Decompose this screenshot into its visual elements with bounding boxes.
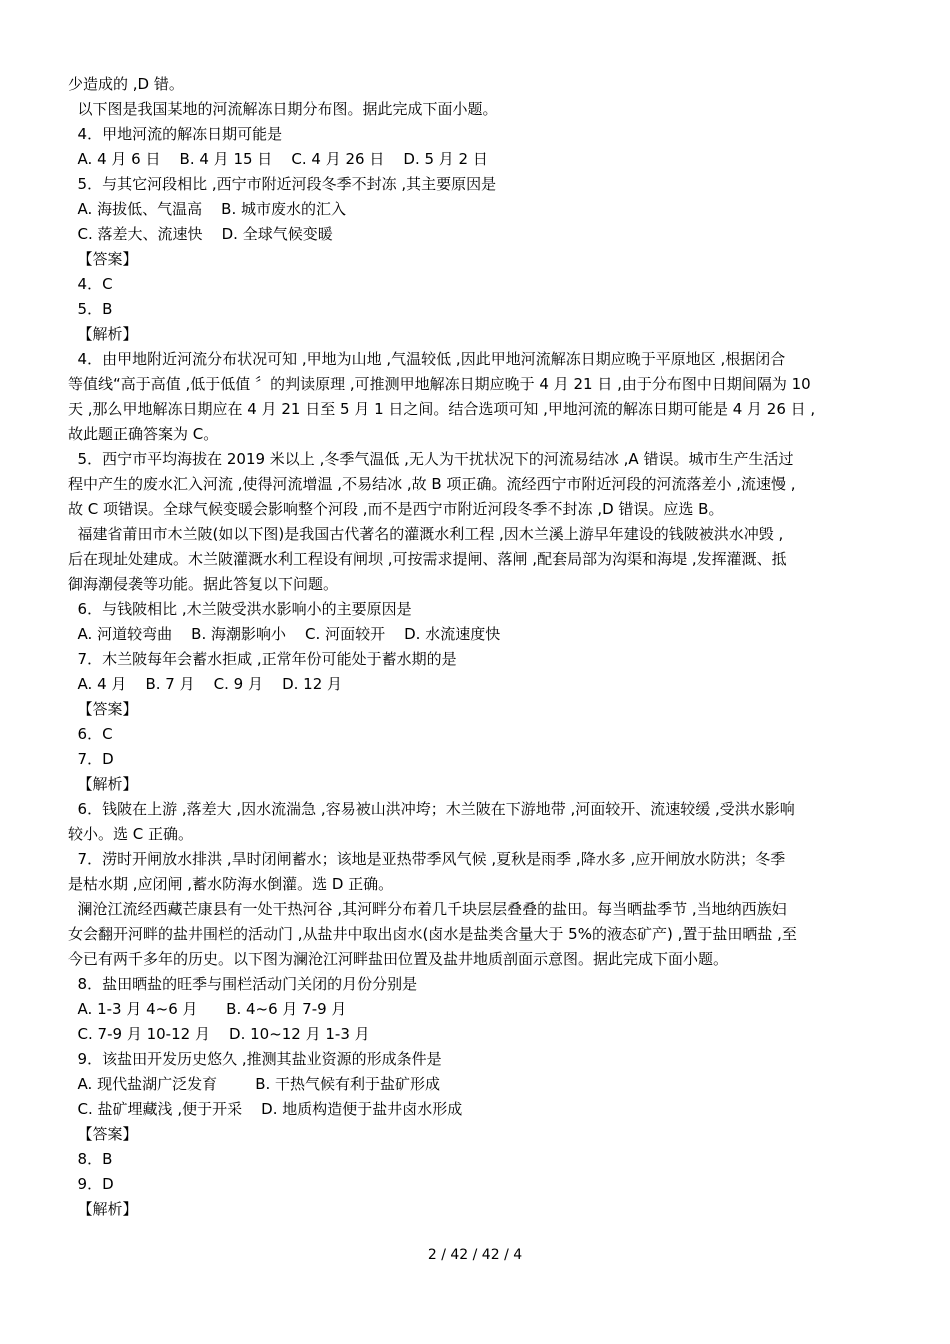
text-line: C. 落差大、流速快 D. 全球气候变暖 bbox=[68, 225, 333, 243]
text-line: 澜沧江流经西藏芒康县有一处干热河谷 ,其河畔分布着几千块层层叠叠的盐田。每当晒盐季节 ,当地纳西族妇 bbox=[68, 900, 787, 918]
text-line: 【答案】 bbox=[68, 250, 138, 268]
text-line: C. 盐矿埋藏浅 ,便于开采 D. 地质构造便于盐井卤水形成 bbox=[68, 1100, 463, 1118]
text-line: 5．B bbox=[68, 300, 113, 318]
text-line: 程中产生的废水汇入河流 ,使得河流增温 ,不易结冰 ,故 B 项正确。流经西宁市附近河段的河流落差小 ,流速慢 , bbox=[68, 475, 796, 493]
text-line: 7．涝时开闸放水排洪 ,旱时闭闸蓄水；该地是亚热带季风气候 ,夏秋是雨季 ,降水多 ,应开闸放水防洪；冬季 bbox=[68, 850, 786, 868]
text-line: 女会翻开河畔的盐井围栏的活动门 ,从盐井中取出卤水(卤水是盐类含量大于 5%的液态矿产) ,置于盐田晒盐 ,至 bbox=[68, 925, 797, 943]
text-line: 5．与其它河段相比 ,西宁市附近河段冬季不封冻 ,其主要原因是 bbox=[68, 175, 497, 193]
text-line: 【答案】 bbox=[68, 1125, 138, 1143]
text-line: 9．该盐田开发历史悠久 ,推测其盐业资源的形成条件是 bbox=[68, 1050, 442, 1068]
text-line: 故 C 项错误。全球气候变暖会影响整个河段 ,而不是西宁市附近河段冬季不封冻 ,D 错误。应选 B。 bbox=[68, 500, 724, 518]
text-line: 【解析】 bbox=[68, 775, 138, 793]
text-line: A. 4 月 B. 7 月 C. 9 月 D. 12 月 bbox=[68, 675, 343, 693]
text-line: A. 海拔低、气温高 B. 城市废水的汇入 bbox=[68, 200, 346, 218]
text-line: 6．与钱陂相比 ,木兰陂受洪水影响小的主要原因是 bbox=[68, 600, 412, 618]
text-line: 6．钱陂在上游 ,落差大 ,因水流湍急 ,容易被山洪冲垮；木兰陂在下游地带 ,河面较开、流速较缓 ,受洪水影响 bbox=[68, 800, 795, 818]
text-line: 8．B bbox=[68, 1150, 113, 1168]
text-line: 故此题正确答案为 C。 bbox=[68, 425, 219, 443]
page-footer: 2 / 42 / 42 / 4 bbox=[427, 1247, 523, 1263]
text-line: 今已有两千多年的历史。以下图为澜沧江河畔盐田位置及盐井地质剖面示意图。据此完成下面小题。 bbox=[68, 950, 729, 968]
text-line: 【答案】 bbox=[68, 700, 138, 718]
text-line: 6．C bbox=[68, 725, 113, 743]
text-line: C. 7-9 月 10-12 月 D. 10~12 月 1-3 月 bbox=[68, 1025, 370, 1043]
text-line: A. 1-3 月 4~6 月 B. 4~6 月 7-9 月 bbox=[68, 1000, 347, 1018]
text-line: A. 河道较弯曲 B. 海潮影响小 C. 河面较开 D. 水流速度快 bbox=[68, 625, 501, 643]
text-line: 少造成的 ,D 错。 bbox=[68, 75, 184, 93]
document-body bbox=[68, 72, 886, 1222]
text-line: 天 ,那么甲地解冻日期应在 4 月 21 日至 5 月 1 日之间。结合选项可知 ,甲地河流的解冻日期可能是 4 月 26 日 , bbox=[68, 400, 816, 418]
text-line: 7．木兰陂每年会蓄水拒咸 ,正常年份可能处于蓄水期的是 bbox=[68, 650, 457, 668]
text-line: 4．由甲地附近河流分布状况可知 ,甲地为山地 ,气温较低 ,因此甲地河流解冻日期应晚于平原地区 ,根据闭合 bbox=[68, 350, 786, 368]
text-line: 福建省莆田市木兰陂(如以下图)是我国古代著名的灌溉水利工程 ,因木兰溪上游早年建设的钱陂被洪水冲毁 , bbox=[68, 525, 784, 543]
text-line: 4．甲地河流的解冻日期可能是 bbox=[68, 125, 283, 143]
text-line: 后在现址处建成。木兰陂灌溉水利工程设有闸坝 ,可按需求提闸、落闸 ,配套局部为沟渠和海堤 ,发挥灌溉、抵 bbox=[68, 550, 787, 568]
text-line: A. 现代盐湖广泛发育 B. 干热气候有利于盐矿形成 bbox=[68, 1075, 441, 1093]
text-line: 9．D bbox=[68, 1175, 114, 1193]
text-line: 御海潮侵袭等功能。据此答复以下问题。 bbox=[68, 575, 339, 593]
text-line: 8．盐田晒盐的旺季与围栏活动门关闭的月份分别是 bbox=[68, 975, 418, 993]
text-line: 等值线“高于高值 ,低于低值 〞的判读原理 ,可推测甲地解冻日期应晚于 4 月 21 日 ,由于分布图中日期间隔为 10 bbox=[68, 375, 811, 393]
text-line: 7．D bbox=[68, 750, 114, 768]
text-line: 较小。选 C 正确。 bbox=[68, 825, 194, 843]
text-line: A. 4 月 6 日 B. 4 月 15 日 C. 4 月 26 日 D. 5 月 2 日 bbox=[68, 150, 488, 168]
text-line: 是枯水期 ,应闭闸 ,蓄水防海水倒灌。选 D 正确。 bbox=[68, 875, 394, 893]
text-line: 5．西宁市平均海拔在 2019 米以上 ,冬季气温低 ,无人为干扰状况下的河流易结冰 ,A 错误。城市生产生活过 bbox=[68, 450, 794, 468]
text-line: 4．C bbox=[68, 275, 113, 293]
text-line: 以下图是我国某地的河流解冻日期分布图。据此完成下面小题。 bbox=[68, 100, 498, 118]
text-line: 【解析】 bbox=[68, 1200, 138, 1218]
text-line: 【解析】 bbox=[68, 325, 138, 343]
